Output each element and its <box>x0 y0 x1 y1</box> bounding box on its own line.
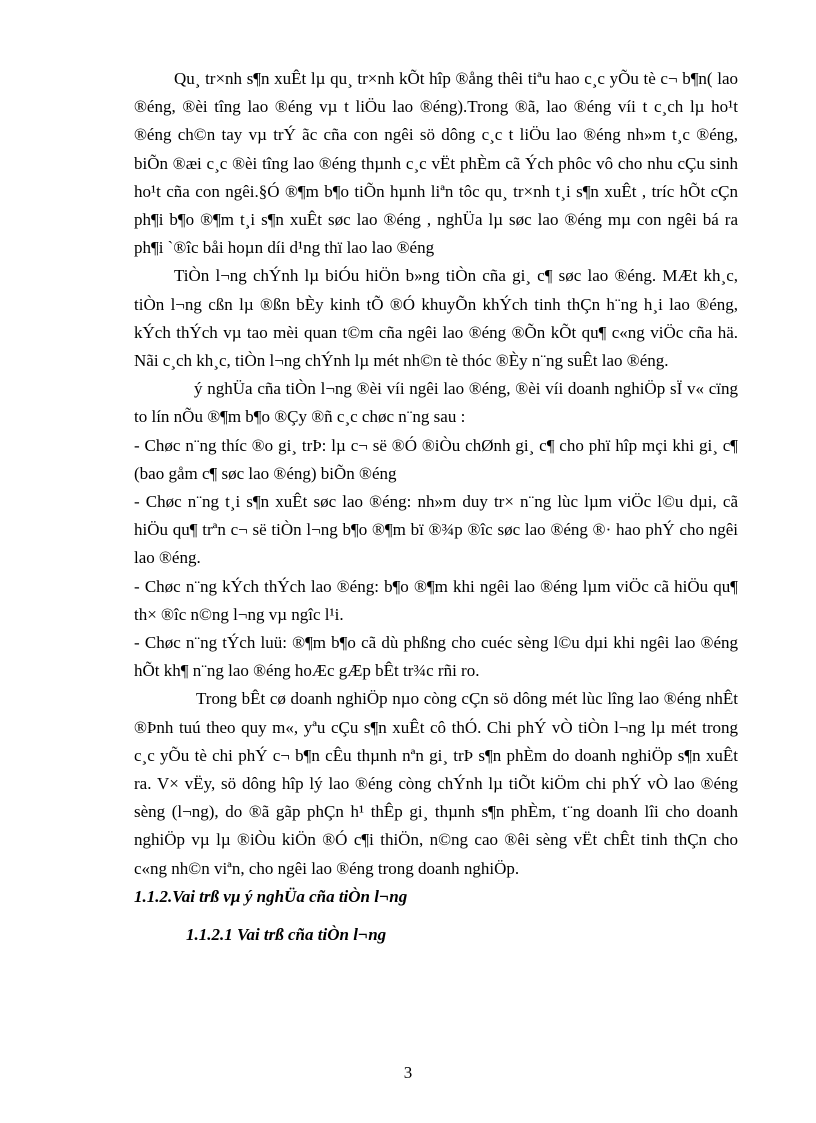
list-item-stimulation-function: - Chøc n¨ng kÝch thÝch lao ®éng: b¶o ®¶m khi ngêi lao ®éng lµm viÖc cã hiÖu qu¶ th× ®îc n©ng l¬ng vµ ngîc l¹i. <box>134 576 738 624</box>
paragraph-wage-definition: TiÒn l¬ng chÝnh lµ biÓu hiÖn b»ng tiÒn cña gi¸ c¶ søc lao ®éng. MÆt kh¸c, tiÒn l¬ng cßn lµ ®ßn bÈy kinh tÕ ®Ó khuyÕn khÝch tinh thÇn h¨ng h¸i lao ®éng, kÝch thÝch vµ tao mèi quan t©m cña ngêi lao ®éng ®Õn kÕt qu¶ c«ng viÖc cña hä. Nãi c¸ch kh¸c, tiÒn l¬ng chÝnh lµ mét nh©n tè thóc ®Èy n¨ng suÊt lao ®éng. <box>134 266 738 371</box>
body-text <box>134 65 738 949</box>
paragraph-wage-meaning: ý nghÜa cña tiÒn l¬ng ®èi víi ngêi lao ®éng, ®èi víi doanh nghiÖp sÏ v« cïng to lín nÕu ®¶m b¶o ®Çy ®ñ c¸c chøc n¨ng sau : <box>134 379 738 427</box>
subsection-heading: 1.1.2.1 Vai trß cña tiÒn l¬ng <box>186 925 387 945</box>
paragraph-production-process: Qu¸ tr×nh s¶n xuÊt lµ qu¸ tr×nh kÕt hîp ®ång thêi tiªu hao c¸c yÕu tè c¬ b¶n( lao ®éng, ®èi tîng lao ®éng vµ t liÖu lao ®éng).Trong ®ã, lao ®éng víi t c¸ch lµ ho¹t ®éng ch©n tay vµ trÝ ãc cña con ngêi sö dông c¸c t liÖu lao ®éng nh»m t¸c ®éng, biÕn ®æi c¸c ®èi tîng lao ®éng thµnh c¸c vËt phÈm cã Ých phôc vô cho nhu cÇu sinh ho¹t cña con ngêi.§Ó ®¶m b¶o tiÕn hµnh liªn tôc qu¸ tr×nh t¸i s¶n xuÊt , tríc hÕt cÇn ph¶i b¶o ®¶m t¸i s¶n xuÊt søc lao ®éng , nghÜa lµ søc lao ®éng mµ con ngêi bá ra ph¶i `®îc båi hoµn díi d¹ng thï lao lao ®éng <box>134 69 738 258</box>
section-heading: 1.1.2.Vai trß vµ ý nghÜa cña tiÒn l¬ng <box>134 886 408 906</box>
page-number: 3 <box>403 1063 413 1082</box>
paragraph-enterprise-labor: Trong bÊt cø doanh nghiÖp nµo còng cÇn sö dông mét lùc lîng lao ®éng nhÊt ®Þnh tuú theo quy m«, yªu cÇu s¶n xuÊt cô thÓ. Chi phÝ vÒ tiÒn l¬ng lµ mét trong c¸c yÕu tè chi phÝ c¬ b¶n cÊu thµnh nªn gi¸ trÞ s¶n phÈm do doanh nghiÖp s¶n xuÊt ra. V× vËy, sö dông hîp lý lao ®éng còng chÝnh lµ tiÕt kiÖm chi phÝ vÒ lao ®éng sèng (l¬ng), do ®ã gãp phÇn h¹ thÊp gi¸ thµnh s¶n phÈm, t¨ng doanh lîi cho doanh nghiÖp vµ lµ ®iÒu kiÖn ®Ó c¶i thiÖn, n©ng cao ®êi sèng vËt chÊt tinh thÇn cho c«ng nh©n viªn, cho ngêi lao ®éng trong doanh nghiÖp. <box>134 689 738 878</box>
list-item-measure-function: - Chøc n¨ng thíc ®o gi¸ trÞ: lµ c¬ së ®Ó ®iÒu chØnh gi¸ c¶ cho phï hîp mçi khi gi¸ c¶ (bao gåm c¶ søc lao ®éng) biÕn ®éng <box>134 435 738 483</box>
list-item-accumulation-function: - Chøc n¨ng tÝch luü: ®¶m b¶o cã dù phßng cho cuéc sèng l©u dµi khi ngêi lao ®éng hÕt kh¶ n¨ng lao ®éng hoÆc gÆp bÊt tr¾c rñi ro. <box>134 633 738 681</box>
list-item-reproduction-function: - Chøc n¨ng t¸i s¶n xuÊt søc lao ®éng: nh»m duy tr× n¨ng lùc lµm viÖc l©u dµi, cã hiÖu qu¶ trªn c¬ së tiÒn l¬ng b¶o ®¶m bï ®¾p ®îc søc lao ®éng ®· hao phÝ cho ngêi lao ®éng. <box>134 492 738 568</box>
